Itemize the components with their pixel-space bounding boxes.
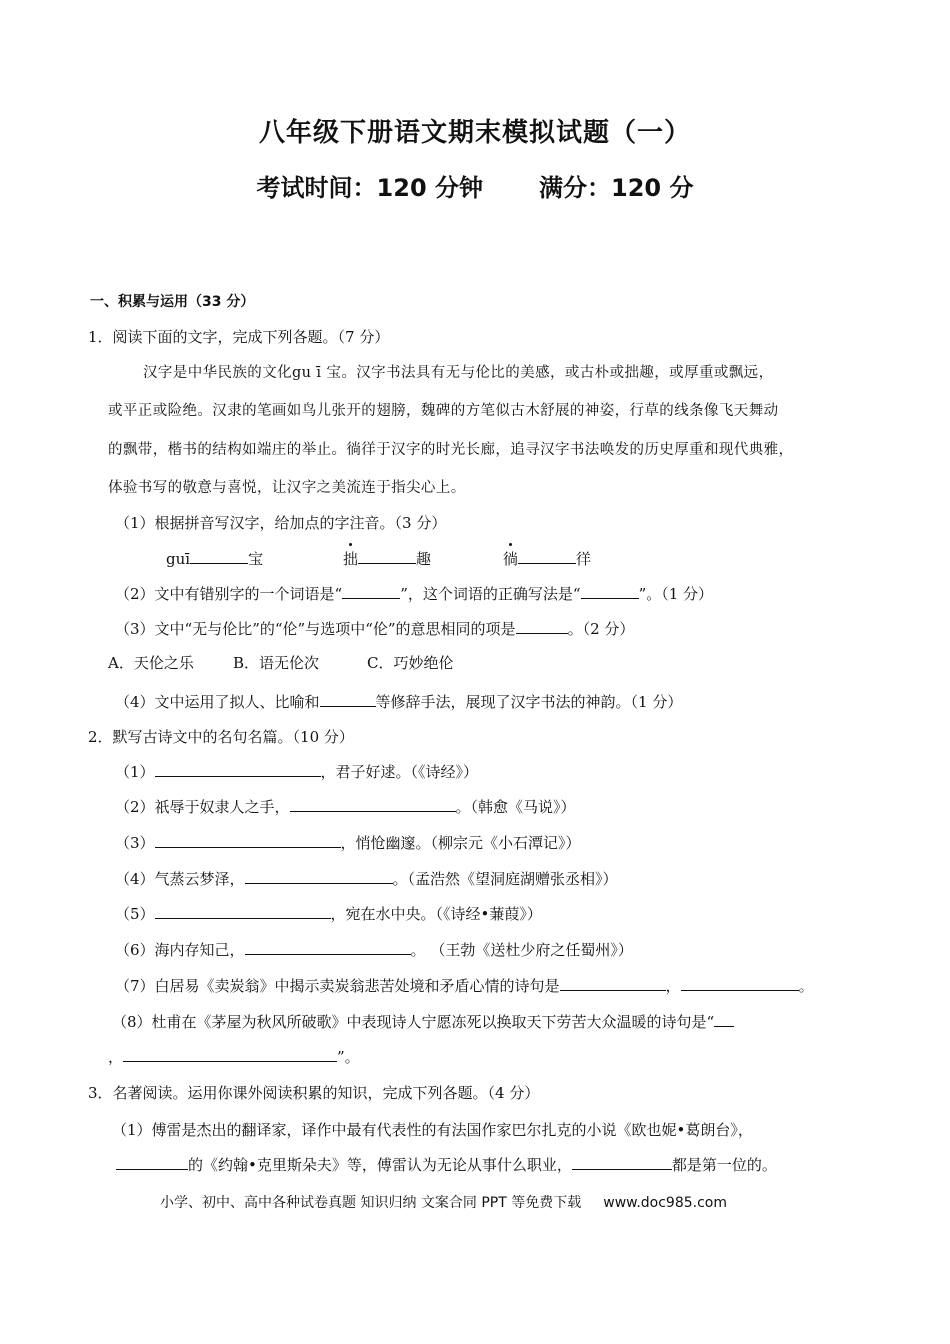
text-segment: ，宛在水中央。（《诗经•蒹葭》） [330, 905, 542, 923]
text-segment: （8）杜甫在《茅屋为秋风所破歌》中表现诗人宁愿冻死以换取天下劳苦大众温暖的诗句是“ [112, 1013, 715, 1031]
char-text: 宝 [248, 550, 264, 568]
answer-blank[interactable] [155, 762, 321, 777]
footer-text: 小学、初中、高中各种试卷真题 知识归纳 文案合同 PPT 等免费下载 [160, 1195, 582, 1211]
text-segment: ，君子好逑。（《诗经》） [320, 763, 479, 781]
answer-blank[interactable] [342, 584, 400, 599]
char-text: 徉 [576, 550, 592, 568]
text-segment: （4）文中运用了拟人、比喻和 [115, 693, 320, 711]
answer-blank[interactable] [245, 940, 411, 955]
text-segment: 等修辞手法，展现了汉字书法的神韵。（1 分） [375, 693, 683, 711]
dotted-char: 拙 [343, 550, 359, 568]
answer-blank[interactable] [572, 1155, 672, 1170]
pinyin-item-b [343, 549, 431, 569]
text-segment: （2）文中有错别字的一个词语是“ [115, 585, 343, 603]
option-c[interactable]: C．巧妙绝伦 [367, 654, 454, 672]
recite-item-2 [115, 797, 576, 817]
passage-line: 汉字是中华民族的文化gu ī 宝。汉字书法具有无与伦比的美感，或古朴或拙趣，或厚重或飘远， [143, 365, 774, 381]
answer-blank[interactable] [681, 976, 799, 991]
answer-blank[interactable] [581, 584, 639, 599]
question-3-sub-1: （1）傅雷是杰出的翻译家，译作中最有代表性的有法国作家巴尔扎克的小说《欧也妮•葛朗台》， [112, 1121, 753, 1139]
pinyin-item-c [503, 549, 591, 569]
answer-blank[interactable] [123, 1047, 337, 1062]
text-segment: ，悄怆幽邃。（柳宗元《小石潭记》） [340, 834, 581, 852]
question-3-heading: 3．名著阅读。运用你课外阅读积累的知识，完成下列各题。（4 分） [88, 1084, 540, 1102]
pinyin-text: guī [166, 550, 191, 568]
recite-item-5 [115, 904, 542, 924]
text-segment: ， [665, 977, 681, 995]
text-segment: （3） [115, 834, 155, 852]
recite-item-1 [115, 762, 478, 782]
text-segment: ”。（1 分） [638, 585, 714, 603]
option-b[interactable]: B．语无伦次 [233, 654, 320, 672]
exam-info [0, 168, 950, 203]
footer-link[interactable]: www.doc985.com [603, 1195, 727, 1211]
text-segment: 。 （王勃《送杜少府之任蜀州》） [410, 941, 633, 959]
text-segment: ”。 [337, 1048, 360, 1066]
text-segment: （1） [115, 763, 155, 781]
full-score: 满分：120 分 [539, 174, 694, 202]
question-2-heading: 2．默写古诗文中的名句名篇。（10 分） [88, 728, 354, 746]
option-a[interactable]: A．天伦之乐 [108, 654, 194, 672]
recite-item-6 [115, 940, 633, 960]
recite-item-3 [115, 833, 581, 853]
recite-item-8-cont [108, 1047, 360, 1067]
answer-blank[interactable] [358, 549, 416, 564]
text-segment: （5） [115, 905, 155, 923]
recite-item-8 [112, 1012, 734, 1032]
exam-time: 考试时间：120 分钟 [256, 174, 483, 202]
text-segment: ， [108, 1048, 124, 1066]
text-segment: 。（韩愈《马说》） [455, 798, 576, 816]
text-segment: 。（2 分） [567, 620, 635, 638]
text-segment: （2）祇辱于奴隶人之手， [115, 798, 290, 816]
question-1-heading: 1．阅读下面的文字，完成下列各题。（7 分） [88, 328, 390, 346]
passage-line: 的飘带，楷书的结构如端庄的举止。徜徉于汉字的时光长廊，追寻汉字书法唤发的历史厚重和现代典雅， [108, 442, 794, 458]
dotted-char: 徜 [503, 550, 519, 568]
answer-blank[interactable] [116, 1155, 188, 1170]
question-1-sub-1: （1）根据拼音写汉字，给加点的字注音。（3 分） [115, 514, 447, 532]
text-segment: 。 [798, 977, 814, 995]
passage-line: 体验书写的敬意与喜悦，让汉字之美流连于指尖心上。 [108, 480, 466, 496]
question-1-sub-4 [115, 692, 682, 712]
page-footer [160, 1192, 727, 1212]
passage-line: 或平正或险绝。汉隶的笔画如鸟儿张开的翅膀，魏碑的方笔似古木舒展的神姿，行草的线条像飞天舞动 [108, 403, 779, 419]
text-segment: （6）海内存知己， [115, 941, 245, 959]
page-title: 八年级下册语文期末模拟试题（一） [258, 118, 691, 148]
question-3-sub-1-cont [116, 1155, 777, 1175]
recite-item-7 [115, 976, 814, 996]
text-segment: ”，这个词语的正确写法是“ [400, 585, 581, 603]
question-1-sub-3 [115, 619, 634, 639]
char-text: 趣 [416, 550, 432, 568]
text-segment: （4）气蒸云梦泽， [115, 870, 245, 888]
text-segment: （3）文中“无与伦比”的“伦”与选项中“伦”的意思相同的项是 [115, 620, 516, 638]
answer-blank[interactable] [560, 976, 666, 991]
text-segment: （7）白居易《卖炭翁》中揭示卖炭翁悲苦处境和矛盾心情的诗句是 [115, 977, 560, 995]
text-segment: 的《约翰•克里斯朵夫》等，傅雷认为无论从事什么职业， [188, 1156, 572, 1174]
text-segment: 都是第一位的。 [671, 1156, 777, 1174]
section-heading: 一、积累与运用（33 分） [90, 294, 255, 310]
question-1-sub-2 [115, 584, 713, 604]
answer-blank[interactable] [518, 549, 576, 564]
recite-item-4 [115, 869, 618, 889]
answer-blank[interactable] [245, 869, 393, 884]
answer-blank[interactable] [290, 797, 456, 812]
answer-blank[interactable] [516, 619, 568, 634]
answer-blank[interactable] [320, 692, 376, 707]
answer-blank[interactable] [714, 1012, 734, 1027]
answer-blank[interactable] [155, 904, 331, 919]
answer-blank[interactable] [155, 833, 341, 848]
text-segment: 。（孟浩然《望洞庭湖赠张丞相》） [392, 870, 618, 888]
answer-blank[interactable] [190, 549, 248, 564]
pinyin-item-a [166, 549, 263, 569]
